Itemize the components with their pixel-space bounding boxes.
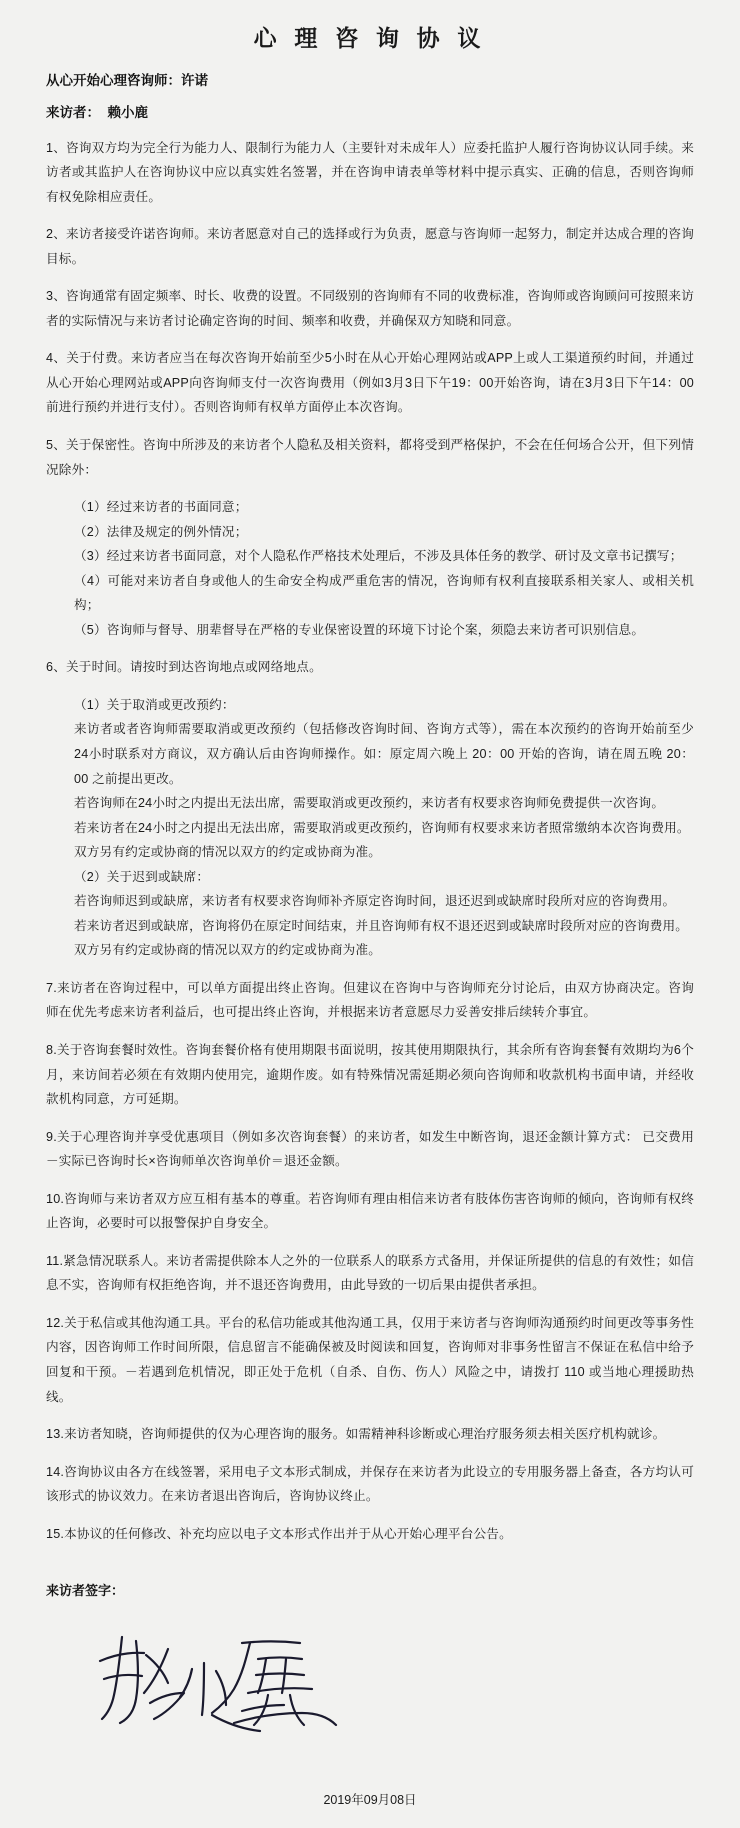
clause-6-sub-8: 若来访者迟到或缺席，咨询将仍在原定时间结束，并且咨询师有权不退还迟到或缺席时段所对应的咨询费用。 xyxy=(74,918,689,933)
clause-3: 3、咨询通常有固定频率、时长、收费的设置。不同级别的咨询师有不同的收费标准，咨询师或咨询顾问可按照来访者的实际情况与来访者讨论确定咨询的时间、频率和收费，并确保双方知晓和同意。 xyxy=(46,289,694,328)
clause-6-subitems xyxy=(46,693,694,963)
signature-area xyxy=(46,1599,694,1784)
handwritten-signature xyxy=(92,1619,352,1749)
clause-4: 4、关于付费。来访者应当在每次咨询开始前至少5小时在从心开始心理网站或APP上或人工渠道预约时间，并通过从心开始心理网站或APP向咨询师支付一次咨询费用（例如3月3日下午19：00开始咨询，请在3月3日下午14：00前进行预约并进行支付）。否则咨询师有权单方面停止本次咨询。 xyxy=(46,351,694,415)
clause-13: 13.来访者知晓，咨询师提供的仅为心理咨询的服务。如需精神科诊断或心理治疗服务须去相关医疗机构就诊。 xyxy=(46,1427,666,1442)
signature-date: 2019年09月08日 xyxy=(323,1793,417,1808)
clause-6-sub-3: 若咨询师在24小时之内提出无法出席，需要取消或更改预约，来访者有权要求咨询师免费提供一次咨询。 xyxy=(74,796,665,811)
clause-6-sub-2: 来访者或者咨询师需要取消或更改预约（包括修改咨询时间、咨询方式等），需在本次预约的咨询开始前至少24小时联系对方商议，双方确认后由咨询师操作。如：原定周六晚上 20：00 开始的咨询，请在周五晚 20：00 之前提出更改。 xyxy=(74,722,694,786)
clause-5-subitems xyxy=(46,495,694,642)
clause-6-sub-4: 若来访者在24小时之内提出无法出席，需要取消或更改预约，咨询师有权要求来访者照常缴纳本次咨询费用。 xyxy=(74,820,690,835)
clause-12: 12.关于私信或其他沟通工具。平台的私信功能或其他沟通工具，仅用于来访者与咨询师沟通预约时间更改等事务性内容，因咨询师工作时间所限，信息留言不能确保被及时阅读和回复，咨询师对非事务性留言不保证在私信中给予回复和干预。－若遇到危机情况，即正处于危机（自杀、自伤、伤人）风险之中，请拨打 110 或当地心理援助热线。 xyxy=(46,1315,694,1404)
clause-9: 9.关于心理咨询并享受优惠项目（例如多次咨询套餐）的来访者，如发生中断咨询，退还金额计算方式： 已交费用－实际已咨询时长×咨询师单次咨询单价＝退还金额。 xyxy=(46,1129,694,1169)
clause-5-sub-2: （2）法律及规定的例外情况； xyxy=(74,524,248,539)
clause-2: 2、来访者接受许诺咨询师。来访者愿意对自己的选择或行为负责，愿意与咨询师一起努力，制定并达成合理的咨询目标。 xyxy=(46,227,694,266)
client-name: 赖小鹿 xyxy=(107,105,149,121)
signature-label: 来访者签字： xyxy=(46,1583,125,1599)
clause-11: 11.紧急情况联系人。来访者需提供除本人之外的一位联系人的联系方式备用，并保证所提供的信息的有效性；如信息不实，咨询师有权拒绝咨询，并不退还咨询费用，由此导致的一切后果由提供者承担。 xyxy=(46,1253,694,1293)
clause-7: 7.来访者在咨询过程中，可以单方面提出终止咨询。但建议在咨询中与咨询师充分讨论后，由双方协商决定。咨询师在优先考虑来访者利益后，也可提出终止咨询，并根据来访者意愿尽力妥善安排后续转介事宜。 xyxy=(46,980,694,1020)
clause-5-sub-3: （3）经过来访者书面同意，对个人隐私作严格技术处理后，不涉及具体任务的教学、研讨及文章书记撰写； xyxy=(74,549,683,564)
counselor-label: 从心开始心理咨询师： xyxy=(46,73,181,88)
clause-8: 8.关于咨询套餐时效性。咨询套餐价格有使用期限书面说明，按其使用期限执行，其余所有咨询套餐有效期均为6个月，来访间若必须在有效期内使用完，逾期作废。如有特殊情况需延期必须向咨询师和收款机构书面申请，并经收款机构同意，方可延期。 xyxy=(46,1043,694,1107)
clause-5-sub-4: （4）可能对来访者自身或他人的生命安全构成严重危害的情况，咨询师有权利直接联系相关家人、或相关机构； xyxy=(74,573,694,613)
clause-6-sub-5: 双方另有约定或协商的情况以双方的约定或协商为准。 xyxy=(74,845,382,860)
clause-6-sub-7: 若咨询师迟到或缺席，来访者有权要求咨询师补齐原定咨询时间，退还迟到或缺席时段所对应的咨询费用。 xyxy=(74,894,676,909)
clause-6-sub-1: （1）关于取消或更改预约： xyxy=(74,697,235,712)
counselor-line xyxy=(46,71,694,91)
clause-10: 10.咨询师与来访者双方应互相有基本的尊重。若咨询师有理由相信来访者有肢体伤害咨询师的倾向，咨询师有权终止咨询，必要时可以报警保护自身安全。 xyxy=(46,1191,694,1231)
clause-6-sub-9: 双方另有约定或协商的情况以双方的约定或协商为准。 xyxy=(74,943,382,958)
clause-5: 5、关于保密性。咨询中所涉及的来访者个人隐私及相关资料，都将受到严格保护，不会在任何场合公开，但下列情况除外： xyxy=(46,437,694,477)
page-title: 心 理 咨 询 协 议 xyxy=(253,26,487,51)
clause-5-sub-1: （1）经过来访者的书面同意； xyxy=(74,500,248,515)
clause-15: 15.本协议的任何修改、补充均应以电子文本形式作出并于从心开始心理平台公告。 xyxy=(46,1526,512,1541)
clause-14: 14.咨询协议由各方在线签署，采用电子文本形式制成，并保存在来访者为此设立的专用服务器上备查，各方均认可该形式的协议效力。在来访者退出咨询后，咨询协议终止。 xyxy=(46,1464,694,1504)
clause-6-sub-6: （2）关于迟到或缺席： xyxy=(74,869,210,884)
clause-1: 1、咨询双方均为完全行为能力人、限制行为能力人（主要针对未成年人）应委托监护人履行咨询协议认同手续。来访者或其监护人在咨询协议中应以真实姓名签署，并在咨询申请表单等材料中提示真实、正确的信息，否则咨询师有权免除相应责任。 xyxy=(46,140,694,204)
clause-5-sub-5: （5）咨询师与督导、朋辈督导在严格的专业保密设置的环境下讨论个案，须隐去来访者可识别信息。 xyxy=(74,622,645,637)
clause-6: 6、关于时间。请按时到达咨询地点或网络地点。 xyxy=(46,660,322,675)
counselor-name: 许诺 xyxy=(181,73,208,88)
client-label: 来访者： xyxy=(46,105,100,121)
client-line xyxy=(46,103,694,123)
